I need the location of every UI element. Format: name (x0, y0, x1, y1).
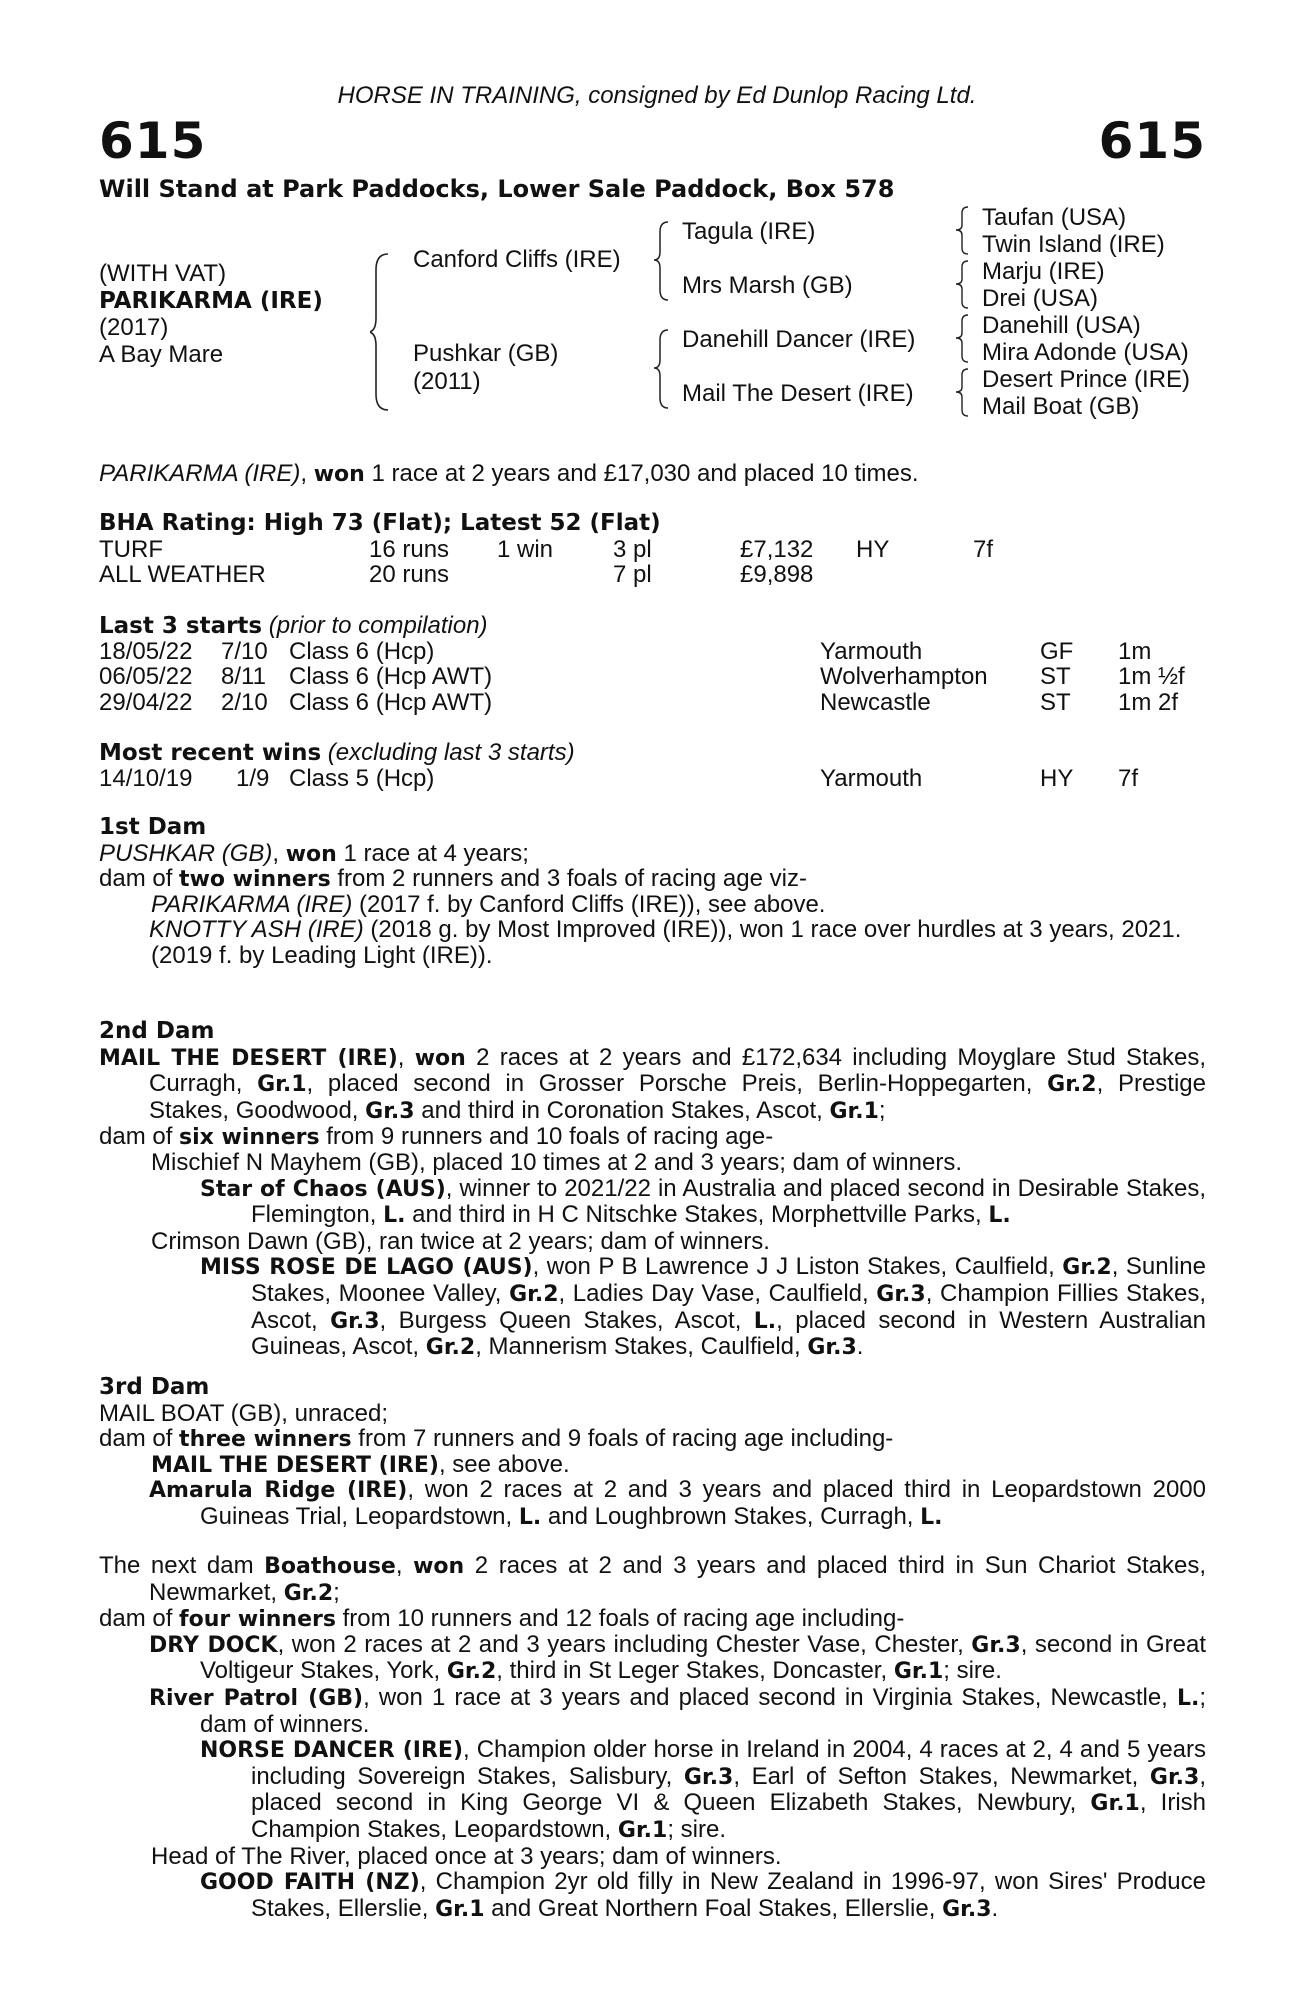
produce-summary: from 10 runners and 12 foals of racing age including- (335, 1605, 905, 1633)
produce-entry (99, 1685, 1206, 1737)
grade-label: Gr.1 (257, 1072, 307, 1098)
rating-money: £9,898 (740, 561, 814, 589)
produce-entry: Mischief N Mayhem (GB), placed 10 times at 2 and 3 years; dam of winners. (151, 1148, 962, 1176)
grade-label: Gr.2 (1062, 1255, 1112, 1281)
summary-text: 1 race at 2 years and £17,030 and placed 10 times. (364, 460, 919, 487)
summary-won: won (313, 462, 365, 487)
win-row (99, 765, 1219, 791)
record-text: ; dam of winners. (200, 1683, 1206, 1738)
record-text: and Great Northern Foal Stakes, Ellerslie, (484, 1894, 943, 1922)
listed-label: L. (383, 1203, 406, 1229)
start-course: Newcastle (820, 688, 931, 716)
record-text: ; (333, 1578, 340, 1606)
sire-dam-dam: Drei (USA) (982, 285, 1099, 312)
rating-money: £7,132 (740, 535, 814, 563)
record-text: ; sire. (667, 1815, 727, 1843)
produce-entry (99, 1452, 1206, 1478)
horse-year: (2017) (99, 314, 169, 341)
grade-label: Gr.3 (807, 1335, 857, 1361)
record-text: ; (878, 1096, 886, 1124)
won-label: won (414, 1045, 466, 1071)
grade-label: Gr.2 (425, 1335, 476, 1361)
produce-entry (99, 1869, 1206, 1922)
grade-label: Gr.2 (509, 1281, 559, 1307)
sire-sire-dam: Twin Island (IRE) (982, 231, 1165, 258)
record-text: , see above. (438, 1450, 570, 1478)
record-text: ; sire. (943, 1657, 1002, 1685)
start-distance: 1m ½f (1118, 663, 1185, 691)
dam-of-label: dam of (99, 865, 180, 893)
record-text: , third in St Leger Stakes, Doncaster, (496, 1657, 894, 1685)
dam-brace (654, 328, 670, 410)
produce-entry (99, 1477, 1206, 1530)
third-dam-section (99, 1375, 1206, 1531)
produce-entry (99, 1176, 1206, 1229)
rating-title: BHA Rating: High 73 (Flat); Latest 52 (Flat) (99, 510, 661, 536)
record-text: 2 races at 2 and 3 years and placed third in Sun Chariot Stakes, Newmarket, (149, 1552, 1206, 1606)
won-label: won (285, 841, 337, 867)
lot-number-left: 615 (99, 112, 207, 170)
record-text: . (856, 1333, 864, 1361)
sire-dam-sire: Marju (IRE) (982, 258, 1105, 285)
lot-number-right: 615 (1098, 112, 1206, 170)
sire-brace (654, 220, 670, 302)
dam-sire-sire: Danehill (USA) (982, 312, 1141, 339)
record-text: , placed second in Grosser Porsche Preis, Berlin-Hoppegarten, (306, 1070, 1048, 1098)
produce-name: GOOD FAITH (NZ) (200, 1870, 420, 1896)
produce-name: MISS ROSE DE LAGO (AUS) (200, 1255, 533, 1281)
start-race: Class 6 (Hcp AWT) (289, 663, 493, 691)
start-course: Wolverhampton (820, 663, 988, 691)
stand-location: Will Stand at Park Paddocks, Lower Sale Paddock, Box 578 (99, 175, 895, 203)
record-text: , Champion 2yr old filly in New Zealand in 1996-97, won Sires' Produce Stakes, Ellerslie, (251, 1868, 1207, 1922)
start-date: 18/05/22 (99, 637, 193, 665)
rating-surface: TURF (99, 535, 163, 563)
second-dam-record: MAIL THE DESERT (IRE), won 2 races at 2 years and £172,634 including Moyglare Stud Stakes, Curragh, Gr.1, placed second in Grosser Porsche Preis, Berlin-Hoppegarten, Gr.2, Prestige Stakes, Goodwood, Gr.3 and third in Coronation Stakes, Ascot, Gr.1; (99, 1043, 1206, 1124)
start-row (99, 689, 1219, 715)
start-race: Class 6 (Hcp AWT) (289, 688, 493, 716)
produce-entry (99, 1632, 1206, 1685)
start-distance: 1m (1118, 637, 1152, 665)
grade-label: Gr.1 (617, 1817, 668, 1843)
produce-name: NORSE DANCER (IRE) (200, 1738, 464, 1764)
rating-distance: 7f (973, 535, 994, 563)
win-going: HY (1040, 764, 1074, 792)
start-position: 2/10 (221, 688, 268, 716)
grade-label: Gr.2 (283, 1580, 334, 1606)
record-text: , won 2 races at 2 and 3 years including Chester Vase, Chester, (277, 1630, 972, 1658)
dam-of-label: dam of (99, 1123, 180, 1151)
sire-dam: Mrs Marsh (GB) (682, 272, 853, 299)
ds-brace (956, 313, 970, 365)
catalogue-header: HORSE IN TRAINING, consigned by Ed Dunlop Racing Ltd. (337, 82, 977, 109)
dam-sire-dam: Mira Adonde (USA) (982, 339, 1189, 366)
winners-count: six winners (179, 1125, 320, 1151)
grade-label: Gr.3 (365, 1098, 415, 1124)
win-race: Class 5 (Hcp) (289, 764, 435, 792)
record-text: and third in Coronation Stakes, Ascot, (414, 1096, 830, 1124)
start-position: 8/11 (221, 663, 266, 691)
record-text: , placed second in King George VI & Queen Elizabeth Stakes, Newbury, (251, 1762, 1207, 1817)
third-dam-heading: 3rd Dam (99, 1374, 210, 1400)
dam-record: 1 race at 4 years; (336, 839, 529, 867)
recent-wins-title: Most recent wins (99, 740, 322, 766)
last-starts-title: Last 3 starts (99, 613, 263, 639)
dam-name: Pushkar (GB) (413, 340, 559, 367)
last-starts-section (99, 612, 1219, 714)
win-position: 1/9 (236, 764, 270, 792)
start-row (99, 638, 1219, 664)
winners-count: two winners (179, 867, 331, 893)
start-course: Yarmouth (820, 637, 923, 665)
dam-dam-sire: Desert Prince (IRE) (982, 366, 1191, 393)
record-text: , Irish Champion Stakes, Leopardstown, (251, 1789, 1206, 1843)
last-starts-note: (prior to compilation) (262, 612, 488, 639)
dam-sire: Danehill Dancer (IRE) (682, 326, 916, 353)
grade-label: Gr.3 (1149, 1764, 1200, 1790)
rating-surface: ALL WEATHER (99, 561, 266, 589)
sire-sire-sire: Taufan (USA) (982, 204, 1127, 231)
record-text: and Loughbrown Stakes, Curragh, (541, 1502, 921, 1530)
record-text: , Champion older horse in Ireland in 2004, 4 races at 2, 4 and 5 years including Sovereign Stakes, Salisbury, (251, 1736, 1207, 1790)
dam-year: (2011) (413, 368, 481, 395)
rating-placed: 7 pl (613, 561, 652, 589)
start-date: 06/05/22 (99, 663, 193, 691)
produce-name: DRY DOCK (149, 1632, 278, 1658)
third-dam-record: MAIL BOAT (GB), unraced; (99, 1399, 388, 1427)
first-dam-heading: 1st Dam (99, 814, 207, 840)
start-going: ST (1040, 663, 1071, 691)
record-text: , Ladies Day Vase, Caulfield, (558, 1279, 877, 1307)
grade-label: Gr.1 (829, 1098, 879, 1124)
dam-dam-dam: Mail Boat (GB) (982, 393, 1140, 420)
first-dam-section: 1st Dam PUSHKAR (GB), won 1 race at 4 years; dam of two winners from 2 runners and 3 foals of racing age viz- PARIKARMA (IRE) (2017 f. by Canford Cliffs (IRE)), see above. KNOTTY ASH (IRE) (2018 g. by Most Improved (IRE)), won 1 race over hurdles at 3 years, 2021. (2019 f. by Leading Light (IRE)). (99, 815, 1206, 969)
start-going: GF (1040, 637, 1074, 665)
produce-entry: Crimson Dawn (GB), ran twice at 2 years; dam of winners. (151, 1227, 770, 1255)
record-text: , won P B Lawrence J J Liston Stakes, Caulfield, (532, 1253, 1063, 1281)
record-text: , second in Great Voltigeur Stakes, York, (200, 1630, 1207, 1685)
grade-label: Gr.3 (971, 1632, 1021, 1658)
sire-name: Canford Cliffs (IRE) (413, 246, 621, 273)
pedigree-brace (370, 252, 392, 412)
grade-label: Gr.3 (683, 1764, 734, 1790)
record-text: , Prestige Stakes, Goodwood, (149, 1070, 1206, 1124)
record-text: , won 1 race at 3 years and placed second in Virginia Stakes, Newcastle, (363, 1683, 1177, 1711)
next-dam-section (99, 1553, 1206, 1922)
summary-horse-name: PARIKARMA (IRE) (99, 460, 301, 487)
winners-count: four winners (179, 1607, 336, 1633)
rating-placed: 3 pl (613, 535, 652, 563)
grade-label: Gr.1 (893, 1659, 944, 1685)
rating-runs: 16 runs (369, 535, 450, 563)
recent-wins-section (99, 739, 1219, 790)
produce-entry (99, 892, 1206, 918)
rating-row-turf (99, 536, 1199, 562)
produce-summary: from 7 runners and 9 foals of racing age including- (351, 1425, 894, 1453)
grade-label: Gr.1 (1090, 1791, 1140, 1817)
start-row (99, 663, 1219, 689)
produce-entry (99, 917, 1206, 943)
start-date: 29/04/22 (99, 688, 193, 716)
win-distance: 7f (1118, 764, 1139, 792)
grade-label: Gr.3 (330, 1308, 380, 1334)
record-text: , Burgess Queen Stakes, Ascot, (379, 1306, 754, 1334)
record-text: . (991, 1894, 999, 1922)
rating-wins: 1 win (497, 535, 554, 563)
sd-brace (956, 259, 970, 311)
produce-entry: (2019 f. by Leading Light (IRE)). (151, 941, 493, 969)
race-summary: PARIKARMA (IRE), won 1 race at 2 years and £17,030 and placed 10 times. (99, 460, 919, 487)
second-dam-heading: 2nd Dam (99, 1018, 215, 1044)
win-course: Yarmouth (820, 764, 923, 792)
record-text: , (395, 1552, 414, 1579)
horse-description: A Bay Mare (99, 341, 224, 368)
winners-count: three winners (179, 1427, 352, 1453)
ss-brace (956, 205, 970, 257)
rating-runs: 20 runs (369, 561, 450, 589)
produce-name: Star of Chaos (AUS) (200, 1176, 446, 1202)
record-text: , Sunline Stakes, Moonee Valley, (251, 1253, 1206, 1307)
rating-row-aw (99, 561, 1199, 587)
produce-record: (2017 f. by Canford Cliffs (IRE)), see above. (352, 890, 826, 918)
won-label: won (413, 1554, 465, 1579)
listed-label: L. (518, 1504, 542, 1530)
record-text: , placed second in Western Australian Guineas, Ascot, (251, 1306, 1207, 1361)
produce-entry: Head of The River, placed once at 3 years; dam of winners. (151, 1842, 782, 1870)
listed-label: L. (753, 1308, 777, 1334)
produce-name: MAIL THE DESERT (IRE) (151, 1452, 439, 1478)
dd-brace (956, 367, 970, 419)
record-text: , won 2 races at 2 and 3 years and placed third in Leopardstown 2000 Guineas Trial, Leopardstown, (200, 1476, 1206, 1530)
grade-label: Gr.3 (876, 1281, 926, 1307)
produce-summary: from 9 runners and 10 foals of racing age- (319, 1123, 774, 1151)
win-date: 14/10/19 (99, 764, 193, 792)
dam-name: MAIL THE DESERT (IRE) (99, 1045, 398, 1071)
grade-label: Gr.3 (942, 1896, 992, 1922)
produce-entry (99, 1254, 1206, 1360)
produce-record: (2018 g. by Most Improved (IRE)), won 1 race over hurdles at 3 years, 2021. (363, 916, 1182, 944)
produce-summary: from 2 runners and 3 foals of racing age viz- (330, 865, 807, 893)
record-text: , Mannerism Stakes, Caulfield, (475, 1333, 808, 1361)
record-text: 2 races at 2 years and £172,634 including Moyglare Stud Stakes, Curragh, (149, 1043, 1206, 1098)
dam-dam: Mail The Desert (IRE) (682, 380, 914, 407)
produce-name: River Patrol (GB) (149, 1685, 364, 1711)
start-position: 7/10 (221, 637, 268, 665)
record-text: , Earl of Sefton Stakes, Newmarket, (733, 1762, 1150, 1790)
rating-going: HY (856, 535, 890, 563)
sire-sire: Tagula (IRE) (682, 218, 816, 245)
start-race: Class 6 (Hcp) (289, 637, 435, 665)
start-going: ST (1040, 688, 1071, 716)
next-dam-record (99, 1553, 1206, 1606)
dam-of-label: dam of (99, 1425, 180, 1453)
grade-label: Gr.2 (1047, 1072, 1097, 1098)
produce-name: KNOTTY ASH (IRE) (149, 916, 364, 944)
second-dam-section (99, 1019, 1206, 1361)
listed-label: L. (920, 1504, 943, 1530)
rating-section (99, 510, 1199, 587)
dam-of-label: dam of (99, 1605, 180, 1633)
listed-label: L. (1176, 1685, 1200, 1711)
dam-name: PUSHKAR (GB) (99, 839, 273, 867)
produce-name: PARIKARMA (IRE) (151, 890, 353, 918)
start-distance: 1m 2f (1118, 688, 1179, 716)
produce-entry (99, 1737, 1206, 1843)
recent-wins-note: (excluding last 3 starts) (321, 739, 575, 766)
produce-name: Amarula Ridge (IRE) (149, 1478, 408, 1504)
record-text: , Champion Fillies Stakes, Ascot, (251, 1279, 1206, 1334)
vat-note: (WITH VAT) (99, 260, 227, 287)
record-text: and third in H C Nitschke Stakes, Morphettville Parks, (405, 1201, 989, 1229)
horse-name: PARIKARMA (IRE) (99, 288, 323, 314)
record-text: , winner to 2021/22 in Australia and placed second in Desirable Stakes, Flemington, (251, 1174, 1207, 1229)
dam-name: Boathouse (264, 1554, 396, 1579)
grade-label: Gr.1 (435, 1896, 485, 1922)
listed-label: L. (988, 1203, 1011, 1229)
grade-label: Gr.2 (446, 1659, 497, 1685)
record-text: The next dam (99, 1552, 265, 1579)
